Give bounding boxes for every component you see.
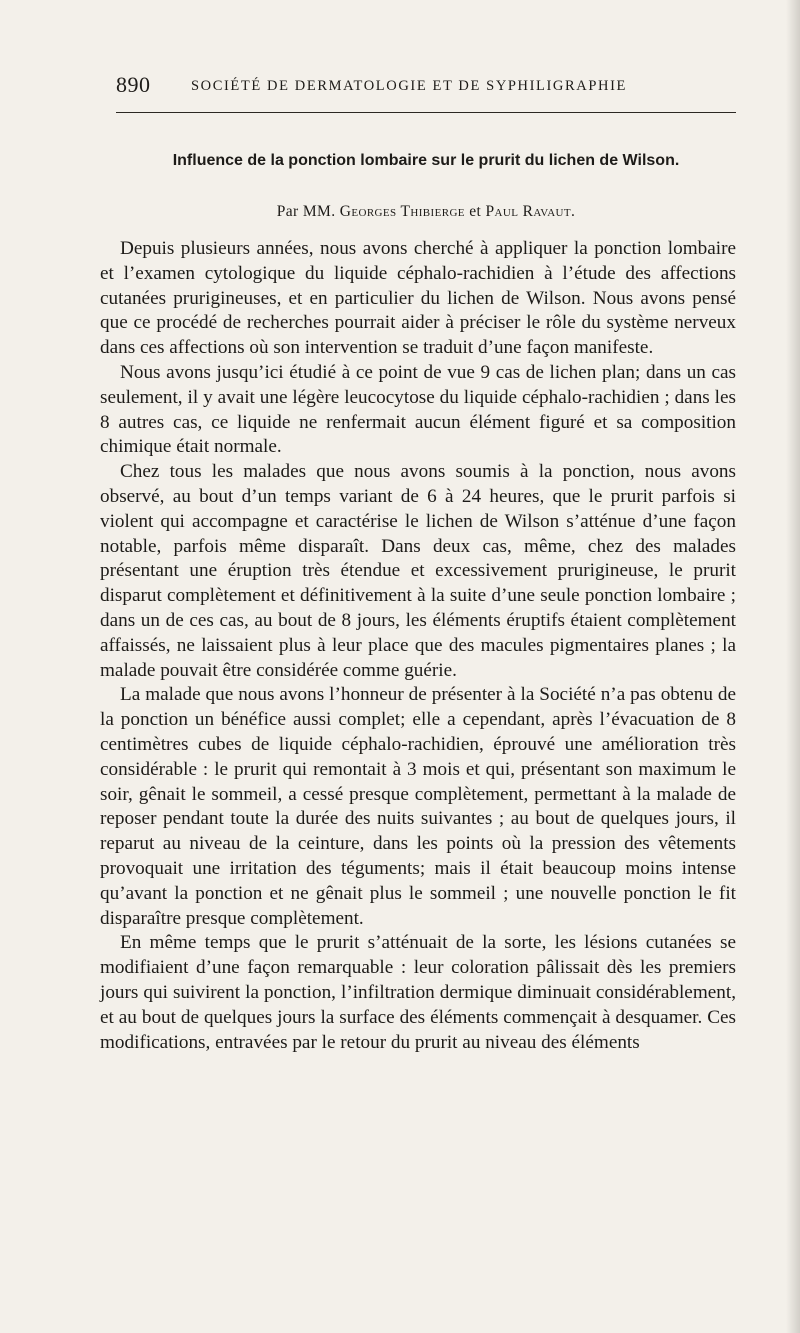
- running-head: SOCIÉTÉ DE DERMATOLOGIE ET DE SYPHILIGRAPHIE: [191, 78, 627, 94]
- article-title: Influence de la ponction lombaire sur le prurit du lichen de Wilson.: [172, 152, 680, 169]
- paragraph-2: Nous avons jusqu’ici étudié à ce point de vue 9 cas de lichen plan; dans un cas seulement, il y avait une légère leucocytose du liquide céphalo-rachidien ; dans les 8 autres cas, ce liquide ne renfermait aucun élément figuré et sa composition chimique était normale.: [100, 361, 736, 458]
- header-rule: [116, 112, 736, 113]
- paragraph-3: Chez tous les malades que nous avons soumis à la ponction, nous avons observé, au bout d’un temps variant de 6 à 24 heures, que le prurit parfois si violent qui accompagne et caractérise le lichen de Wilson s’atténue d’une façon notable, parfois même disparaît. Dans deux cas, même, chez des malades présentant une éruption très étendue et excessivement prurigineuse, le prurit disparut complètement et définitivement à la suite d’une seule ponction lombaire ; dans un de ces cas, au bout de 8 jours, les éléments éruptifs étaient complètement affaissés, ne laissaient plus à leur place que des macules pigmentaires planes ; la malade pouvait être considérée comme guérie.: [100, 461, 736, 681]
- byline-prefix: Par MM.: [276, 203, 336, 220]
- page-number: 890: [116, 72, 151, 97]
- page-edge-shadow: [786, 0, 800, 1333]
- article-body: [100, 237, 736, 1055]
- page-header: [116, 72, 736, 102]
- paragraph-1: Depuis plusieurs années, nous avons cherché à appliquer la ponction lombaire et l’examen cytologique du liquide céphalo-rachidien à l’étude des affections cutanées prurigineuses, et en particulier du lichen de Wilson. Nous avons pensé que ce procédé de recherches pourrait aider à préciser le rôle du système nerveux dans ces affections où son intervention se traduit d’une façon manifeste.: [100, 238, 736, 359]
- paragraph-4: La malade que nous avons l’honneur de présenter à la Société n’a pas obtenu de la ponction un bénéfice aussi complet; elle a cependant, après l’évacuation de 8 centimètres cubes de liquide céphalo-rachidien, éprouvé une amélioration très considérable : le prurit qui remontait à 3 mois et qui, présentant son maximum le soir, gênait le sommeil, a cessé presque complètement, permettant à la malade de reposer pendant toute la durée des nuits suivantes ; au bout de quelques jours, il reparut au niveau de la ceinture, dans les points où la pression des vêtements provoquait une irritation des téguments; mais il était beaucoup moins intense qu’avant la ponction et ne gênait plus le sommeil ; une nouvelle ponction le fit disparaître presque complètement.: [100, 684, 736, 929]
- byline-joiner: et: [469, 203, 482, 220]
- article-byline: [116, 203, 736, 221]
- author-thibierge: Georges Thibierge: [339, 203, 465, 220]
- author-ravaut: Paul Ravaut.: [485, 203, 576, 220]
- paragraph-5: En même temps que le prurit s’atténuait de la sorte, les lésions cutanées se modifiaient d’une façon remarquable : leur coloration pâlissait dès les premiers jours qui suivirent la ponction, l’infiltration dermique diminuait considérablement, et au bout de quelques jours la surface des éléments commençait à desquamer. Ces modifications, entravées par le retour du prurit au niveau des éléments: [100, 932, 736, 1053]
